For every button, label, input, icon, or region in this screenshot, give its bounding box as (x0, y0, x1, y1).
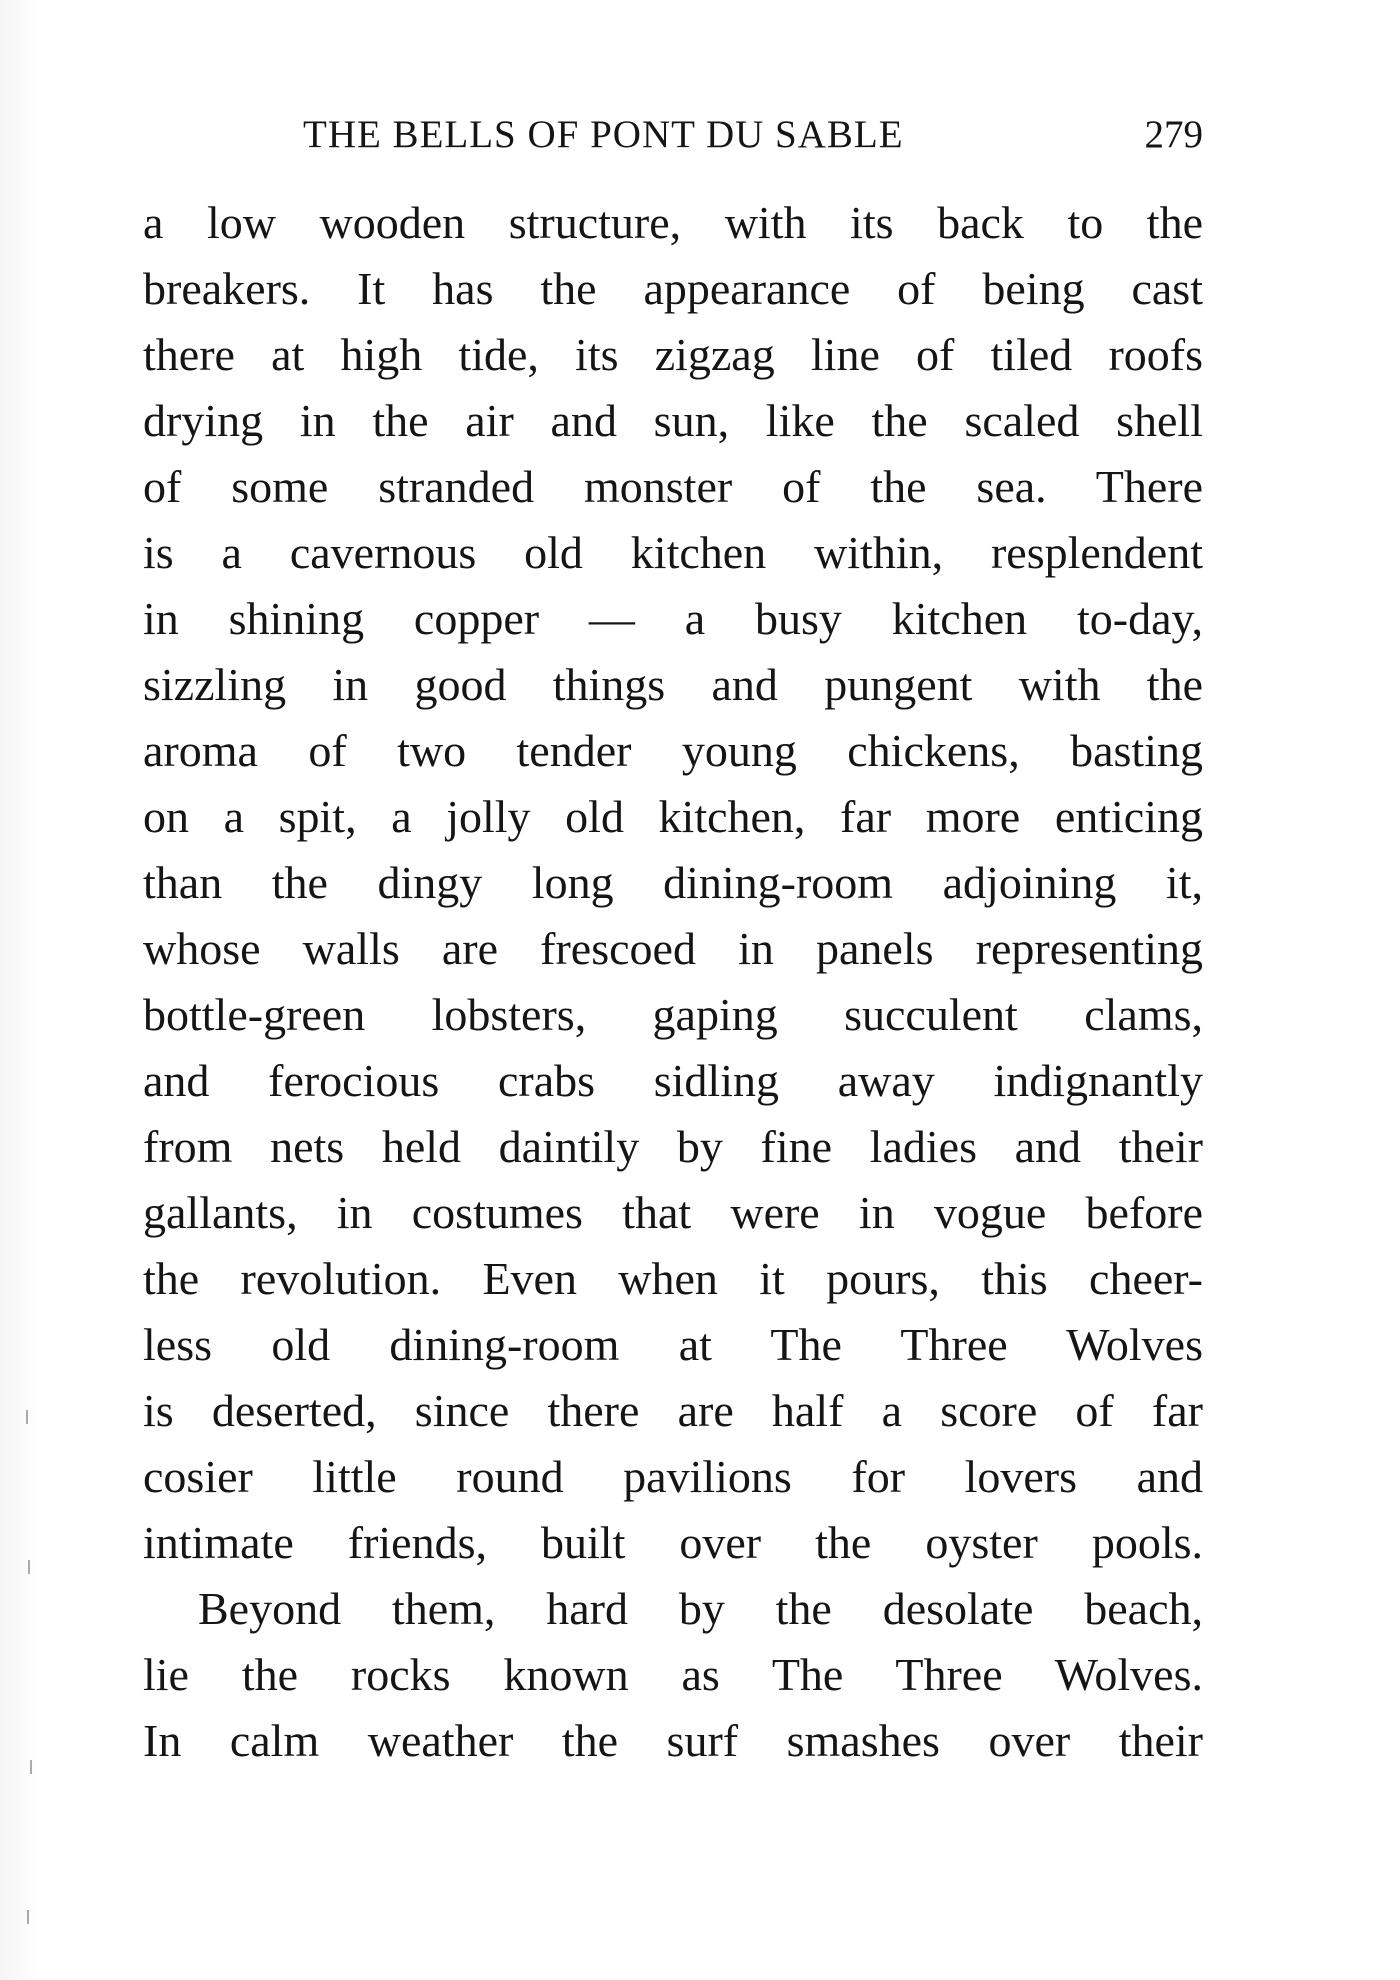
running-title: THE BELLS OF PONT DU SABLE (303, 113, 904, 156)
text-line: whose walls are frescoed in panels representing (143, 923, 1203, 974)
body-text (143, 190, 1203, 1774)
text-line: of some stranded monster of the sea. There (143, 461, 1203, 512)
page-number: 279 (1144, 113, 1203, 156)
paragraph-start-line: Beyond them, hard by the desolate beach, (198, 1583, 1203, 1634)
text-line: bottle-green lobsters, gaping succulent clams, (143, 989, 1203, 1040)
text-line: intimate friends, built over the oyster pools. (143, 1517, 1203, 1568)
running-head (143, 112, 1203, 168)
text-line: in shining copper — a busy kitchen to-day, (143, 593, 1203, 644)
text-line: from nets held daintily by fine ladies and their (143, 1121, 1203, 1172)
text-line: cosier little round pavilions for lovers and (143, 1451, 1203, 1502)
text-line: the revolution. Even when it pours, this cheer- (143, 1253, 1203, 1304)
text-line: a low wooden structure, with its back to the (143, 197, 1203, 248)
text-line: and ferocious crabs sidling away indignantly (143, 1055, 1203, 1106)
text-line: is deserted, since there are half a score of far (143, 1385, 1203, 1436)
text-line: sizzling in good things and pungent with the (143, 659, 1203, 710)
text-line: lie the rocks known as The Three Wolves. (143, 1649, 1203, 1700)
margin-speck (27, 1910, 29, 1924)
text-line: drying in the air and sun, like the scaled shell (143, 395, 1203, 446)
text-line: gallants, in costumes that were in vogue before (143, 1187, 1203, 1238)
margin-speck (30, 1760, 32, 1774)
text-line: on a spit, a jolly old kitchen, far more enticing (143, 791, 1203, 842)
binding-edge-shadow (0, 0, 40, 1980)
text-line: less old dining-room at The Three Wolves (143, 1319, 1203, 1370)
text-line: is a cavernous old kitchen within, resplendent (143, 527, 1203, 578)
text-line: In calm weather the surf smashes over their (143, 1715, 1203, 1766)
text-line: there at high tide, its zigzag line of tiled roofs (143, 329, 1203, 380)
margin-speck (26, 1410, 28, 1424)
text-line: breakers. It has the appearance of being cast (143, 263, 1203, 314)
text-line: aroma of two tender young chickens, basting (143, 725, 1203, 776)
margin-speck (28, 1560, 30, 1574)
text-line: than the dingy long dining-room adjoining it, (143, 857, 1203, 908)
